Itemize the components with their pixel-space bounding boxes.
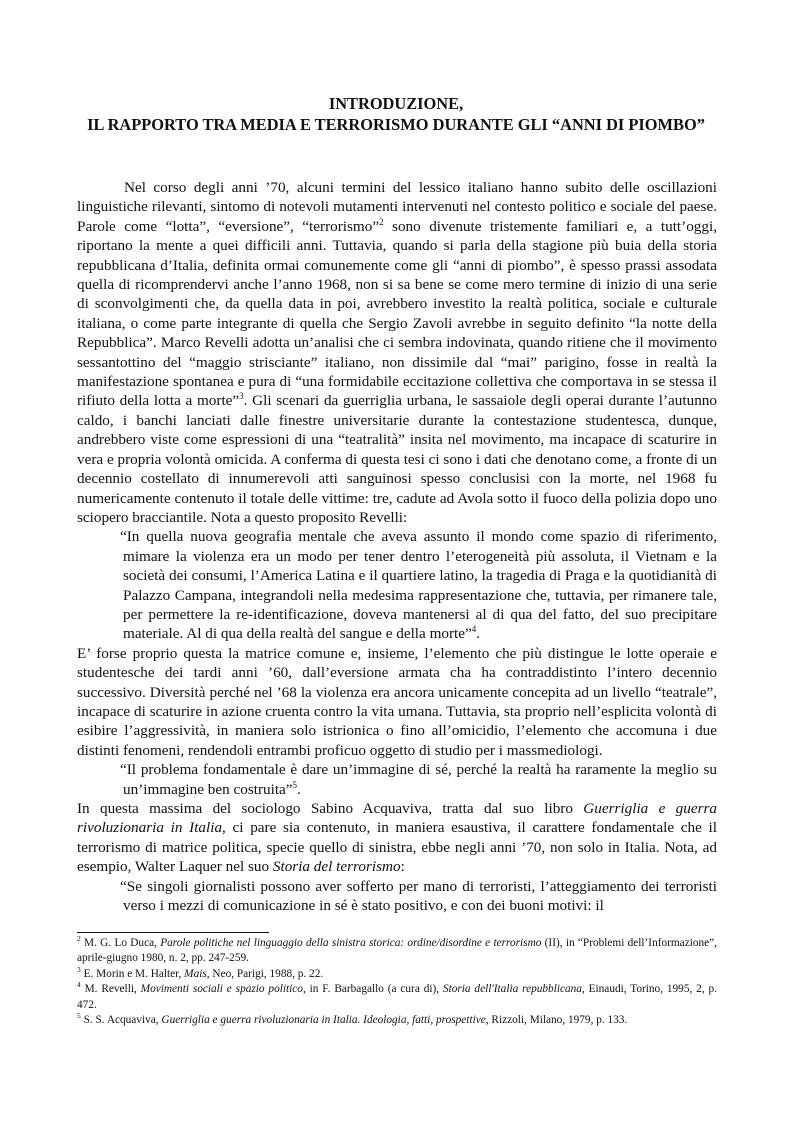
book-title: Storia del terrorismo: [272, 858, 401, 876]
footnote-title: Mais: [184, 967, 207, 980]
footnote-number: 2: [77, 934, 81, 944]
footnote-text: S. S. Acquaviva,: [80, 1014, 162, 1027]
footnote-5: [77, 1013, 717, 1028]
footnote-2: [77, 936, 717, 967]
book-title: Guerriglia e guerra rivoluzionaria in Italia: [77, 800, 717, 837]
footnote-title: Movimenti sociali e spazio politico,: [140, 983, 306, 996]
footnote-text: M. G. Lo Duca,: [80, 937, 161, 949]
footnote-text: E. Morin e M. Halter,: [80, 967, 185, 980]
footnote-ref-4: 4: [471, 624, 477, 635]
footnote-text: (II), in “Problemi dell’Informazione”, aprile-giugno 1980, n. 2, pp. 247-259.: [77, 937, 717, 965]
quote-text: “Il problema fondamentale è dare un’immagine di sé, perché la realtà ha raramente la meglio su un’immagine ben costruita”: [120, 761, 717, 798]
footnote-4: [77, 982, 717, 1013]
paragraph-intro: [77, 178, 717, 527]
quote-text: .: [476, 625, 481, 643]
quote-text: “In quella nuova geografia mentale che aveva assunto il mondo come spazio di riferimento, mimare la violenza era un modo per tener dentro l’eterogeneità più assoluta, il Vietnam e la società dei consumi, l’America Latina e il quartiere latino, la tragedia di Praga e la quotidianità di Palazzo Campana, integrandoli nella medesima rappresentazione che, tuttavia, per rimanere tale, per permettere la re-identificazione, doveva mantenersi al di qua del fatto, del suo precipitare materiale. Al di qua della realtà del sangue e della morte”: [120, 528, 717, 643]
footnote-ref-3: 3: [239, 391, 244, 402]
footnote-title: Storia dell'Italia repubblicana: [442, 983, 582, 996]
title-line-2: IL RAPPORTO TRA MEDIA E TERRORISMO DURANTE GLI “ANNI DI PIOMBO”: [87, 115, 705, 134]
title-line-1: INTRODUZIONE,: [328, 94, 464, 113]
footnote-text: , Neo, Parigi, 1988, p. 22.: [206, 967, 324, 980]
footnote-3: [77, 967, 717, 982]
paragraph-text: sono divenute tristemente familiari e, a tutt’oggi, riportano la mente a quei difficili anni. Tuttavia, quando si parla della stagione più buia della storia repubblicana d’Italia, definita ormai comunemente come gli “anni di piombo”, è spesso prassi assodata quella di ricomprendervi anche l’anno 1968, non si sa bene se come mero termine di inizio di una serie di sconvolgimenti che, da quella data in poi, avrebbero investito la realtà politica, sociale e culturale italiana, o come parte integrante di quella che Sergio Zavoli avrebbe in seguito definito “la notte della Repubblica”. Marco Revelli adotta un’analisi che ci sembra indovinata, quando ritiene che il movimento sessantottino del “maggio strisciante” italiano, non dissimile dal “mai” parigino, fosse in realtà la manifestazione spontanea e pura di “una formidabile eccitazione collettiva che comportava in se stessa il rifiuto della lotta a morte”: [77, 217, 717, 410]
footnote-text: in F. Barbagallo (a cura di),: [305, 983, 443, 996]
block-quote-revelli: [77, 527, 717, 643]
footnotes: [77, 936, 717, 1028]
paragraph-text: Nel corso degli anni ’70, alcuni termini del lessico italiano hanno subito delle oscillazioni linguistiche rilevanti, sintomo di notevoli mutamenti intervenuti nel contesto politico e sociale del paese. Parole come “lotta”, “eversione”, “terrorismo”: [77, 179, 717, 235]
paragraph-text: :: [400, 858, 405, 876]
block-quote-laquer: “Se singoli giornalisti possono aver sofferto per mano di terroristi, l’atteggiamento dei terroristi verso i mezzi di comunicazione in sé è stato positivo, e con dei buoni motivi: il: [120, 877, 717, 915]
footnote-divider: [77, 932, 269, 933]
paragraph-text: , ci pare sia contenuto, in maniera esaustiva, il carattere fondamentale che il terrorismo di matrice politica, specie quello di sinistra, ebbe negli anni ’70, non solo in Italia. Nota, ad esempio, Walter Laquer nel suo: [77, 819, 717, 876]
block-quote-acquaviva: [77, 760, 717, 799]
quote-text: .: [297, 780, 301, 798]
footnote-title: Parole politiche nel linguaggio della sinistra storica: ordine/disordine e terrorismo: [160, 937, 542, 949]
body-text: [77, 178, 717, 915]
footnote-number: 3: [77, 965, 81, 975]
footnote-text: M. Revelli,: [80, 983, 141, 996]
paragraph-massima: [77, 799, 717, 877]
footnote-ref-2: 2: [379, 216, 384, 227]
footnote-number: 4: [77, 980, 81, 990]
footnote-text: , Einaudi, Torino, 1995, 2, p. 472.: [77, 983, 717, 1011]
paragraph-text: In questa massima del sociologo Sabino Acquaviva, tratta dal suo libro: [77, 800, 584, 817]
page-title: [60, 93, 732, 135]
footnote-ref-5: 5: [292, 779, 298, 790]
paragraph-text: . Gli scenari da guerriglia urbana, le sassaiole degli operai durante l’autunno caldo, i banchi lanciati dalle finestre universitarie durante la contestazione studentesca, dunque, andrebbero viste come espressioni di una “teatralità” insita nel movimento, ma incapace di scaturire in vera e propria volontà omicida. A conferma di questa tesi ci sono i dati che denotano come, a fronte di un decennio costellato di innumerevoli atti sanguinosi spesso conclusisi con la morte, nel 1968 fu numericamente contenuto il totale delle vittime: tre, cadute ad Avola sotto il fuoco della polizia dopo uno sciopero bracciantile. Nota a questo proposito Revelli:: [77, 392, 717, 526]
footnote-text: , Rizzoli, Milano, 1979, p. 133.: [485, 1014, 628, 1027]
paragraph-matrice: E’ forse proprio questa la matrice comune e, insieme, l’elemento che più distingue le lotte operaie e studentesche dei tardi anni ’60, dall’eversione armata cha ha contraddistinto l’intero decennio successivo. Diversità perché nel ’68 la violenza era ancora unicamente concepita ad un livello “teatrale”, incapace di scaturire in azione cruenta contro la vita umana. Tuttavia, sta proprio nell’esplicita volontà di esibire l’aggressività, in maniera solo istrionica o fino all’omicidio, l’elemento che accomuna i due distinti fenomeni, rendendoli entrambi proficuo oggetto di studio per i massmediologi.: [77, 644, 717, 759]
footnote-title: Guerriglia e guerra rivoluzionaria in Italia. Ideologia, fatti, prospettive: [161, 1014, 486, 1027]
footnote-number: 5: [77, 1011, 81, 1021]
